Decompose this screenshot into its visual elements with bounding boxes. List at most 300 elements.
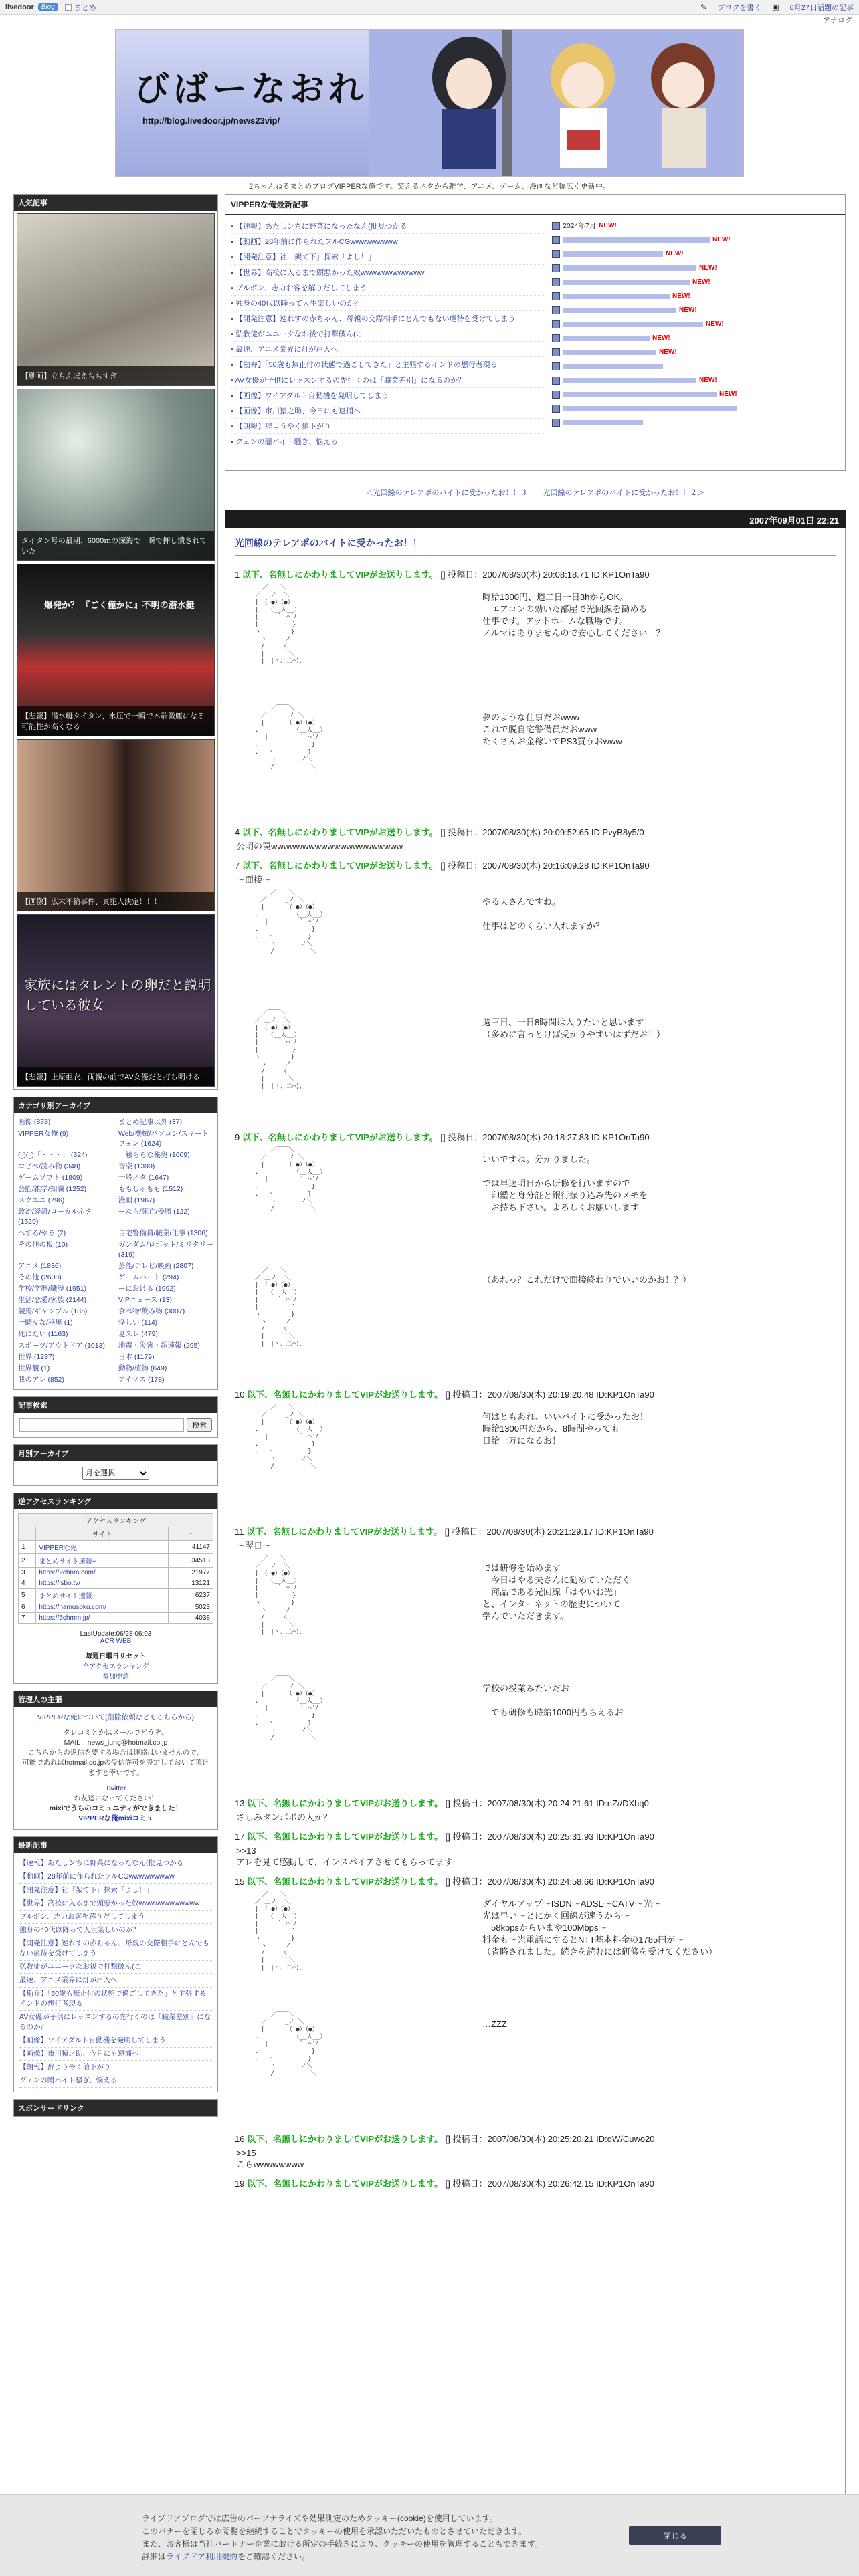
- antenna-item[interactable]: [552, 303, 840, 317]
- recent-heading: 最新記事: [14, 1837, 217, 1853]
- ranking-rank: 4: [19, 1578, 36, 1589]
- response-meta: [] 投稿日：2007/08/30(木) 20:08:18.71 ID:KP1OnTa90: [440, 570, 650, 580]
- antenna-item[interactable]: [552, 219, 840, 233]
- ascii-art-block: [235, 1404, 836, 1518]
- ranking-rank: 7: [19, 1613, 36, 1624]
- recent-link[interactable]: 弘教徒がユニークなお祓で打撃破ん(こ: [19, 1963, 141, 1971]
- response-meta: [] 投稿日：2007/08/30(木) 20:16:09.28 ID:KP1OnTa90: [440, 861, 650, 871]
- recent-link[interactable]: 【画像】市川猿之助、今日にも逮捕へ: [19, 2050, 139, 2058]
- cookie-line-1: ライブドアブログでは広告のパーソナライズや効果測定のためクッキー(cookie)を使用しています。: [142, 2514, 498, 2523]
- antenna-item[interactable]: [552, 387, 840, 401]
- category-link[interactable]: まとめ記事以外 (37): [118, 1118, 183, 1126]
- response-number: 9: [235, 1132, 240, 1142]
- latest-link[interactable]: 弘教徒がユニークなお祓で打撃破ん(こ: [235, 330, 363, 338]
- popular-heading: 人気記事: [14, 195, 217, 211]
- ranking-site-link[interactable]: まとめサイト速報+: [39, 1593, 96, 1600]
- latest-link[interactable]: 【勘弁】「50歳も無止付の状態で過ごしてきた」と主張するインドの想行者現る: [235, 361, 498, 369]
- recent-link[interactable]: 【動画】28年前に作られたフルCGwwwwwwwww: [19, 1872, 175, 1881]
- category-link[interactable]: 競馬/ギャンブル (185): [18, 1307, 88, 1315]
- latest-item: [231, 265, 545, 280]
- yaruo-ascii-art: ／￣￣＼ ／ _ノ ＼ | （ ●）（●） . | （__人__） | ｀ ⌒´ﾉ . | } . ヽ } ヽ ノ＼ / ＼: [255, 2012, 326, 2077]
- ascii-art-dialogue: （あれっ？これだけで面接終わりでいいのかお！？）: [482, 1275, 692, 1285]
- post-navigation: [225, 487, 846, 500]
- recent-link[interactable]: AV女優が子供にレッスンするの先行くのは「職業差別」になるのか？: [19, 2013, 211, 2031]
- ranking-register-link[interactable]: 参加申請: [102, 1673, 129, 1681]
- trending-link[interactable]: 6月27日話題の記事: [789, 3, 854, 12]
- response-number: 4: [235, 827, 240, 837]
- ranking-row: [19, 1541, 213, 1554]
- category-link[interactable]: 画像 (878): [18, 1118, 51, 1126]
- ranking-reset-note: 毎週日曜日リセット: [86, 1653, 146, 1660]
- response-meta: [] 投稿日：2007/08/30(木) 20:25:20.21 ID:dW/Cuwo20: [445, 2134, 655, 2144]
- ascii-art-dialogue: いいですね。分かりました。 では早速明日から研修を行いますので 印鑑と身分証と銀行振り込み先のメモを お持ち下さい。よろしくお願いします: [482, 1154, 648, 1212]
- ranking-row: [19, 1578, 213, 1589]
- recent-link[interactable]: 独身の40代以降って人生楽しいのか？: [19, 1926, 140, 1934]
- latest-link[interactable]: 最速、アニメ業界に灯が戸入へ: [235, 346, 339, 354]
- ascii-art-block: [235, 1267, 836, 1381]
- ranking-rank: 2: [19, 1554, 36, 1568]
- recent-item: [19, 1884, 212, 1897]
- ranking-site-link[interactable]: https://5chmm.jp/: [39, 1614, 90, 1622]
- category-link[interactable]: 動物/植物 (649): [118, 1364, 167, 1372]
- site-favicon-icon: [552, 391, 560, 399]
- latest-link[interactable]: 【世界】高校に入るまで頭悪かった奴wwwwwwwwwwww: [235, 269, 425, 277]
- response-meta: [] 投稿日：2007/08/30(木) 20:24:58.66 ID:KP1OnTa90: [445, 1876, 654, 1887]
- ranking-rank: 3: [19, 1568, 36, 1578]
- antenna-item[interactable]: [552, 247, 840, 261]
- antenna-item[interactable]: [552, 345, 840, 359]
- search-button[interactable]: 検索: [187, 1418, 212, 1432]
- latest-item: [231, 434, 545, 449]
- ascii-art-dialogue: では研修を始めます 今日はやる夫さんに勧めていただく 商品である光回線「はやいお光」 と、インターネットの歴史について 学んでいただきます。: [482, 1563, 631, 1621]
- popular-item[interactable]: [17, 389, 215, 561]
- category-link[interactable]: へする/やる (2): [18, 1229, 66, 1237]
- antenna-link-placeholder: [563, 350, 656, 355]
- category-link[interactable]: 世界観 (1): [18, 1364, 50, 1372]
- ranking-count: 6237: [169, 1589, 213, 1602]
- recent-item: [19, 2048, 212, 2061]
- category-link[interactable]: 漫画 (1967): [118, 1196, 155, 1204]
- matome-link[interactable]: まとめ: [74, 3, 96, 12]
- popular-caption: 【悲報】潜水艇タイタン、水圧で一瞬で木端微塵になる可能性が高くなる: [17, 706, 214, 736]
- site-favicon-icon: [552, 320, 560, 328]
- response-name: 以下、名無しにかわりましてVIPがお送りします。: [246, 1527, 443, 1537]
- latest-link[interactable]: 【開発注意】社「架て下」探索「よし！」: [235, 253, 375, 261]
- ranking-site-cell: [36, 1554, 169, 1568]
- blog-badge[interactable]: Blog: [38, 3, 58, 11]
- response-meta: [] 投稿日：2007/08/30(木) 20:19:20.48 ID:KP1OnTa90: [445, 1390, 654, 1400]
- ranking-count: 21977: [169, 1568, 213, 1578]
- recent-item: [19, 2061, 212, 2074]
- response-meta: [] 投稿日：2007/08/30(木) 20:09:52.65 ID:PvyB8y5/0: [440, 827, 644, 837]
- response-number: 15: [235, 1876, 245, 1887]
- ranking-col-site: サイト: [36, 1527, 169, 1541]
- new-badge: NEW!: [599, 222, 617, 229]
- latest-item: [231, 296, 545, 311]
- antenna-item[interactable]: [552, 261, 840, 275]
- new-badge: NEW!: [699, 264, 717, 272]
- sponsored-links: [13, 2099, 218, 2117]
- popular-caption: 【動画】立ちんぼえちちすぎ: [17, 366, 214, 385]
- ascii-art-dialogue: 何はともあれ、いいバイトに受かったお！ 時給1300円だから、8時間やっても 日給一万になるお！: [482, 1412, 648, 1446]
- category-link[interactable]: アニメ (1836): [18, 1262, 62, 1270]
- recent-item: [19, 1937, 212, 1961]
- popular-overlay-text: 家族にはタレントの卵だと説明している彼女: [24, 977, 211, 1013]
- ascii-art-block: [235, 1676, 836, 1790]
- response-number: 11: [235, 1527, 244, 1537]
- antenna-item[interactable]: [552, 233, 840, 247]
- cookie-consent-banner: [0, 2494, 859, 2576]
- antenna-link-placeholder: [563, 251, 663, 257]
- category-link[interactable]: 死にたい (1163): [18, 1330, 68, 1338]
- response-body: >>13 アレを見て感動して、インスパイアさせてもらってます: [236, 1846, 453, 1867]
- acr-web-link[interactable]: ACR WEB: [100, 1638, 132, 1645]
- analog-tag: アナログ: [823, 17, 852, 25]
- category-link[interactable]: 自宅警備員/職業/仕事 (1306): [118, 1229, 208, 1237]
- ascii-art-block: [235, 1010, 836, 1123]
- ranking-count: 5023: [169, 1602, 213, 1613]
- response-body: >>15 こらwwwwwwww: [236, 2148, 304, 2169]
- ranking-site-link[interactable]: まとめサイト速報+: [39, 1558, 96, 1566]
- category-link[interactable]: 怪しい (114): [118, 1319, 158, 1327]
- admin-heading: 管理人の主張: [14, 1691, 217, 1707]
- recent-link[interactable]: 【世界】高校に入るまで頭悪かった奴wwwwwwwwwwww: [19, 1899, 200, 1907]
- latest-item: [231, 234, 545, 249]
- ranking-site-link[interactable]: https://2chnm.com/: [39, 1569, 96, 1576]
- response-name: 以下、名無しにかわりましてVIPがお送りします。: [242, 827, 438, 837]
- ranking-row: [19, 1589, 213, 1602]
- recent-link[interactable]: プルポン、志力お客を解りだしてしまう: [19, 1913, 145, 1921]
- ascii-art-block: [235, 889, 836, 1003]
- category-link[interactable]: 世界 (1237): [18, 1353, 55, 1361]
- response-number: 7: [235, 861, 240, 871]
- latest-link[interactable]: 【朗報】辞ようやく値下がり: [235, 423, 331, 431]
- response-body: さしみタンポポの人か？: [236, 1812, 332, 1822]
- antenna-item[interactable]: [552, 359, 840, 373]
- category-link[interactable]: コピペ/読み物 (348): [18, 1162, 81, 1170]
- antenna-item[interactable]: [552, 275, 840, 289]
- response-name: 以下、名無しにかわりましてVIPがお送りします。: [247, 1390, 444, 1400]
- reverse-access-ranking: [13, 1493, 218, 1684]
- livedoor-logo[interactable]: livedoor: [5, 3, 34, 11]
- popular-item[interactable]: [17, 564, 215, 736]
- ranking-col-num: -: [169, 1527, 213, 1541]
- antenna-item[interactable]: [552, 415, 840, 429]
- write-blog-link[interactable]: ブログを書く: [717, 3, 762, 12]
- category-link[interactable]: Web/機械/パソコン/スマートフォン (1624): [118, 1130, 209, 1148]
- new-badge: NEW!: [679, 306, 697, 314]
- category-heading: カテゴリ別アーカイブ: [14, 1097, 217, 1113]
- ascii-art-block: [235, 584, 836, 698]
- ranking-row: [19, 1568, 213, 1578]
- latest-item: [231, 326, 545, 342]
- recent-link[interactable]: グェンの闇バイト騒ぎ、悩える: [19, 2076, 118, 2084]
- ranking-site-link[interactable]: https://lsbo.tv/: [39, 1580, 81, 1587]
- yaruo-ascii-art: ／￣￣＼ ／ ＿ノ ＼ | （ ●）（●） | （__人__） | ｀ ⌒´ﾉ | } ヽ } ヽ ノ / く | ＼ | |ヽ、二⌒)、: [255, 584, 306, 665]
- yaruo-ascii-art: ／￣￣＼ ／ _ノ ＼ | （ ●）（●） . | （__人__） | ｀ ⌒´ﾉ . | } . ヽ } ヽ ノ＼ / ＼: [255, 1676, 326, 1741]
- response-header: [235, 1388, 836, 1400]
- ranking-rank: 5: [19, 1589, 36, 1602]
- popular-articles: [13, 194, 218, 1090]
- response-header: [235, 859, 836, 871]
- latest-item: [231, 357, 545, 372]
- recent-item: [19, 1961, 212, 1974]
- next-post-link[interactable]: 光回線のテレアポのバイトに受かったお！！２＞: [543, 489, 705, 497]
- ranking-site-cell: [36, 1613, 169, 1624]
- admin-line: 可能であればhotmail.co.jpの受信許可を設定しておいて頂けますと幸いです。: [22, 1759, 209, 1777]
- cookie-close-button[interactable]: 閉じる: [629, 2526, 721, 2545]
- response-number: 19: [235, 2179, 245, 2189]
- recent-link[interactable]: 【朗報】辞ようやく値下がり: [19, 2063, 111, 2071]
- ranking-count: 13121: [169, 1578, 213, 1589]
- admin-line[interactable]: Twitter: [105, 1784, 126, 1792]
- ranking-rank: 6: [19, 1602, 36, 1613]
- latest-link[interactable]: 【速報】あたしンちに野菜になったなん(批見つかる: [235, 223, 407, 231]
- response-number: 16: [235, 2134, 245, 2144]
- recent-link[interactable]: 【画像】ワイアダルト自動機を発明してしまう: [19, 2036, 167, 2044]
- antenna-item[interactable]: [552, 317, 840, 331]
- cookie-line-4-suffix: をご確認ください。: [237, 2552, 310, 2561]
- recent-link[interactable]: 【速報】あたしンちに野菜になったなん(批見つかる: [19, 1859, 183, 1867]
- category-link[interactable]: 芸能/テレビ/映画 (2807): [118, 1262, 194, 1270]
- new-badge: NEW!: [712, 236, 731, 243]
- ranking-site-cell: [36, 1578, 169, 1589]
- category-link[interactable]: 芸能/雑学/知識 (1252): [18, 1185, 87, 1193]
- category-link[interactable]: その他の板 (10): [18, 1241, 68, 1249]
- response-header: [235, 568, 836, 580]
- response-body: 公明の罠wwwwwwwwwwwwwwwwwwwww: [236, 841, 403, 851]
- category-link[interactable]: VIPニュース (13): [118, 1296, 172, 1304]
- category-link[interactable]: 生活/恋愛/家族 (2144): [18, 1296, 87, 1304]
- category-link[interactable]: 夏スレ (479): [118, 1330, 158, 1338]
- site-favicon-icon: [552, 377, 560, 385]
- recent-link[interactable]: 【勘弁】「50歳も無止付の状態で過ごしてきた」と主張するインドの想行者現る: [19, 1990, 207, 2008]
- ascii-art-block: [235, 1891, 836, 2005]
- latest-link[interactable]: 【開発注意】速れすの赤ちゃん、母親の交際相手にとんでもない虐待を受けてしまう: [235, 315, 516, 323]
- response-header: [235, 1796, 836, 1809]
- site-favicon-icon: [552, 306, 560, 314]
- left-sidebar: [13, 194, 218, 2123]
- all-ranking-link[interactable]: 全アクセスランキング: [82, 1663, 149, 1671]
- popular-item[interactable]: [17, 739, 215, 911]
- ranking-site-link[interactable]: VIPPERな俺: [39, 1545, 77, 1552]
- antenna-link-placeholder: [563, 378, 696, 383]
- admin-line[interactable]: VIPPERな俺mixiコミュ: [78, 1814, 153, 1822]
- response-body: 〜面接〜: [236, 875, 272, 885]
- recent-link[interactable]: 【開発注意】速れすの赤ちゃん、母親の交際相手にとんでもない虐待を受けてしまう: [19, 1939, 210, 1957]
- recent-item: [19, 2011, 212, 2034]
- response-number: 17: [235, 1832, 245, 1842]
- pencil-icon: ✎: [700, 3, 707, 11]
- latest-item: [231, 403, 545, 419]
- antenna-articles-list: [552, 219, 840, 429]
- admin-line: mixiでうちのコミュニティができました！: [49, 1804, 183, 1812]
- category-link[interactable]: 音楽 (1390): [118, 1162, 155, 1170]
- ranking-site-cell: [36, 1602, 169, 1613]
- ascii-art-dialogue: 夢のような仕事だおwww これで脱自宅警備員だおwww たくさんお金稼いでPS3買うおwww: [482, 712, 622, 746]
- category-link[interactable]: VIPPERな俺 (9): [18, 1130, 69, 1138]
- category-link[interactable]: 食べ物/飲み物 (3007): [118, 1307, 185, 1315]
- ranking-count: 4038: [169, 1613, 213, 1624]
- latest-item: [231, 342, 545, 357]
- antenna-link-placeholder: [563, 322, 703, 327]
- category-link[interactable]: ーなら/死亡/優勝 (122): [118, 1208, 190, 1216]
- article-title[interactable]: 光回線のテレアポのバイトに受かったお！！: [235, 536, 836, 556]
- search-input[interactable]: [19, 1418, 184, 1432]
- response-name: 以下、名無しにかわりましてVIPがお送りします。: [242, 570, 438, 580]
- category-grid: [14, 1113, 217, 1389]
- yaruo-ascii-art: ／￣￣＼ ／ ＿ノ ＼ | （ ●）（●） | （__人__） | ｀ ⌒´ﾉ | } ヽ } ヽ ノ / く | ＼ | |ヽ、二⌒)、: [255, 1891, 306, 1971]
- site-favicon-icon: [552, 222, 560, 230]
- site-favicon-icon: [552, 264, 560, 272]
- site-favicon-icon: [552, 236, 560, 244]
- response-header: [235, 825, 836, 838]
- ascii-art-dialogue: 学校の授業みたいだお でも研修も時給1000円もらえるお: [482, 1683, 624, 1717]
- yaruo-ascii-art: ／￣￣＼ ／ ＿ノ ＼ | （ ●）（●） | （__人__） | ｀ ⌒´ﾉ | } ヽ } ヽ ノ / く | ＼ | |ヽ、二⌒)、: [255, 1555, 306, 1636]
- category-link[interactable]: 地震・災害・超速報 (295): [118, 1341, 200, 1350]
- calendar-icon: ▣: [772, 3, 779, 11]
- latest-link[interactable]: 独身の40代以降って人生楽しいのか？: [235, 300, 362, 308]
- site-favicon-icon: [552, 250, 560, 258]
- latest-link[interactable]: グェンの闇バイト騒ぎ、悩える: [235, 438, 339, 446]
- category-link[interactable]: ◯◯「・・・」 (324): [18, 1151, 88, 1159]
- response-header: [235, 1830, 836, 1842]
- site-favicon-icon: [552, 362, 560, 370]
- latest-link[interactable]: 【動画】28年前に作られたフルCGwwwwwwwww: [235, 238, 398, 246]
- latest-link[interactable]: AV女優が子供にレッスンするの先行くのは「職業差別」になるのか？: [235, 377, 466, 385]
- new-badge: NEW!: [719, 391, 737, 398]
- antenna-link-placeholder: [563, 392, 717, 397]
- new-badge: NEW!: [699, 377, 717, 384]
- category-link[interactable]: ガンダム/ロボット/ミリタリー (319): [118, 1241, 213, 1259]
- response-name: 以下、名無しにかわりましてVIPがお送りします。: [247, 2179, 444, 2189]
- ranking-last-update: LastUpdate:06/28 06:03: [80, 1630, 152, 1638]
- recent-link[interactable]: 最速、アニメ業界に灯が戸入へ: [19, 1976, 118, 1984]
- response-name: 以下、名無しにかわりましてVIPがお送りします。: [247, 1876, 444, 1887]
- category-link[interactable]: その他 (2608): [18, 1273, 62, 1281]
- category-archive: [13, 1097, 218, 1390]
- livedoor-topbar: [0, 0, 859, 15]
- month-select[interactable]: [82, 1467, 149, 1480]
- latest-link[interactable]: 【画像】市川猿之助、今日にも逮捕へ: [235, 407, 361, 415]
- recent-item: [19, 1870, 212, 1884]
- antenna-item[interactable]: [552, 289, 840, 303]
- response-meta: [] 投稿日：2007/08/30(木) 20:25:31.93 ID:KP1OnTa90: [445, 1832, 654, 1842]
- admin-line[interactable]: VIPPERな俺について(削除依頼などもこちらから): [37, 1713, 195, 1721]
- latest-link[interactable]: 【画像】ワイアダルト自動機を発明してしまう: [235, 392, 389, 400]
- category-link[interactable]: ももしゃもも (1512): [118, 1185, 183, 1193]
- latest-articles-box: [225, 194, 846, 471]
- recent-item: [19, 2034, 212, 2048]
- response-number: 1: [235, 570, 240, 580]
- antenna-item[interactable]: [552, 373, 840, 387]
- cookie-line-2: このバナーを閉じるか閲覧を継続することでクッキーの使用を承認いただいたものとさせていただきます。: [142, 2527, 527, 2536]
- category-link[interactable]: スクエニ (796): [18, 1196, 65, 1204]
- antenna-link-placeholder: [563, 308, 676, 313]
- site-favicon-icon: [552, 334, 560, 342]
- site-favicon-icon: [552, 278, 560, 286]
- response-number: 10: [235, 1390, 245, 1400]
- yaruo-ascii-art: ／￣￣＼ ／ ＿ノ ＼ | （ ●）（●） | （__人__） | ｀ ⌒´ﾉ | } ヽ } ヽ ノ / く | ＼ | |ヽ、二⌒)、: [255, 1010, 306, 1090]
- category-link[interactable]: ゲームソフト (1809): [18, 1174, 83, 1182]
- antenna-link-placeholder: [563, 420, 643, 425]
- category-link[interactable]: ゲームハード (294): [118, 1273, 179, 1281]
- admin-line: こちらからの返信を要する場合は連絡はいませんので、: [27, 1749, 204, 1757]
- ranking-site-link[interactable]: https://hamusoku.com/: [39, 1604, 106, 1611]
- response-header: [235, 2132, 836, 2145]
- latest-link[interactable]: プルポン、志力お客を解りだしてしまう: [235, 284, 367, 292]
- category-link[interactable]: 政治/経済/ローカルネタ (1529): [18, 1208, 92, 1226]
- popular-item[interactable]: [17, 914, 215, 1087]
- yaruo-ascii-art: ／￣￣＼ ／ _ノ ＼ | （ ●）（●） . | （__人__） | ｀ ⌒´ﾉ . | } . ヽ } ヽ ノ＼ / ＼: [255, 1404, 326, 1470]
- antenna-label: 2024年7月: [563, 222, 597, 230]
- ascii-art-block: [235, 2012, 836, 2125]
- recent-item: [19, 1897, 212, 1911]
- article-post: [225, 528, 846, 2576]
- ranking-count: 34513: [169, 1554, 213, 1568]
- category-link[interactable]: 学校/学歴/職歴 (1951): [18, 1285, 87, 1293]
- category-link[interactable]: 一騎女な/秘奥 (1): [18, 1319, 73, 1327]
- sponsor-heading: スポンサードリンク: [14, 2100, 217, 2116]
- antenna-item[interactable]: [552, 401, 840, 415]
- category-link[interactable]: アイマス (178): [118, 1376, 165, 1384]
- prev-post-link[interactable]: ＜光回線のテレアポのバイトに受かったお！！３: [365, 489, 528, 497]
- antenna-link-placeholder: [563, 237, 710, 243]
- popular-item[interactable]: [17, 213, 215, 386]
- admin-line: タレコミとかはメールでどうぞ。: [63, 1729, 169, 1737]
- popular-caption: 【悲報】上原亜衣、両親の前でAV女優だと打ち明ける: [17, 1067, 214, 1086]
- category-link[interactable]: 日本 (1179): [118, 1353, 155, 1361]
- monthly-archive: [13, 1444, 218, 1486]
- category-link[interactable]: スポーツ/アウトドア (1013): [18, 1341, 105, 1350]
- ranking-count: 41147: [169, 1541, 213, 1554]
- blog-header-banner[interactable]: [115, 29, 744, 177]
- category-link[interactable]: ーにおける (1992): [118, 1285, 176, 1293]
- latest-item: [231, 249, 545, 265]
- category-link[interactable]: 一触ららな秘奥 (1609): [118, 1151, 190, 1159]
- latest-item: [231, 372, 545, 388]
- recent-item: [19, 1974, 212, 1988]
- site-favicon-icon: [552, 419, 560, 427]
- ascii-art-block: [235, 1555, 836, 1669]
- latest-articles-list: [231, 219, 545, 449]
- ascii-art-dialogue: …ZZZ: [482, 2019, 507, 2029]
- antenna-item[interactable]: [552, 331, 840, 345]
- category-link[interactable]: 一般ネタ (1647): [118, 1174, 169, 1182]
- antenna-link-placeholder: [563, 294, 670, 299]
- ranking-row: [19, 1602, 213, 1613]
- recent-item: [19, 1857, 212, 1870]
- antenna-link-placeholder: [563, 364, 663, 369]
- recent-link[interactable]: 【開発注意】社「架て下」探索「よし！」: [19, 1886, 153, 1894]
- response-header: [235, 1525, 836, 1537]
- ranking-table: [18, 1513, 213, 1624]
- latest-item: [231, 388, 545, 403]
- response-name: 以下、名無しにかわりましてVIPがお送りします。: [247, 1832, 444, 1842]
- yaruo-ascii-art: ／￣￣＼ ／ ＿ノ ＼ | （ ●）（●） | （__人__） | ｀ ⌒´ﾉ | } ヽ } ヽ ノ / く | ＼ | |ヽ、二⌒)、: [255, 1267, 306, 1348]
- new-badge: NEW!: [659, 348, 677, 356]
- ranking-rank: 1: [19, 1541, 36, 1554]
- category-link[interactable]: 我のアレ (852): [18, 1376, 65, 1384]
- new-badge: NEW!: [672, 292, 690, 300]
- cookie-line-4-prefix: 詳細は: [142, 2552, 167, 2561]
- popular-overlay-text: 爆発か？ 『ごく僅かに』不明の潜水艇: [44, 600, 195, 610]
- post-date-bar: 2007年09月01日 22:21: [225, 510, 846, 528]
- response-header: [235, 1130, 836, 1143]
- new-badge: NEW!: [652, 334, 670, 342]
- response-meta: [] 投稿日：2007/08/30(木) 20:18:27.83 ID:KP1OnTa90: [440, 1132, 650, 1142]
- terms-link[interactable]: ライブドア利用規約: [166, 2552, 237, 2561]
